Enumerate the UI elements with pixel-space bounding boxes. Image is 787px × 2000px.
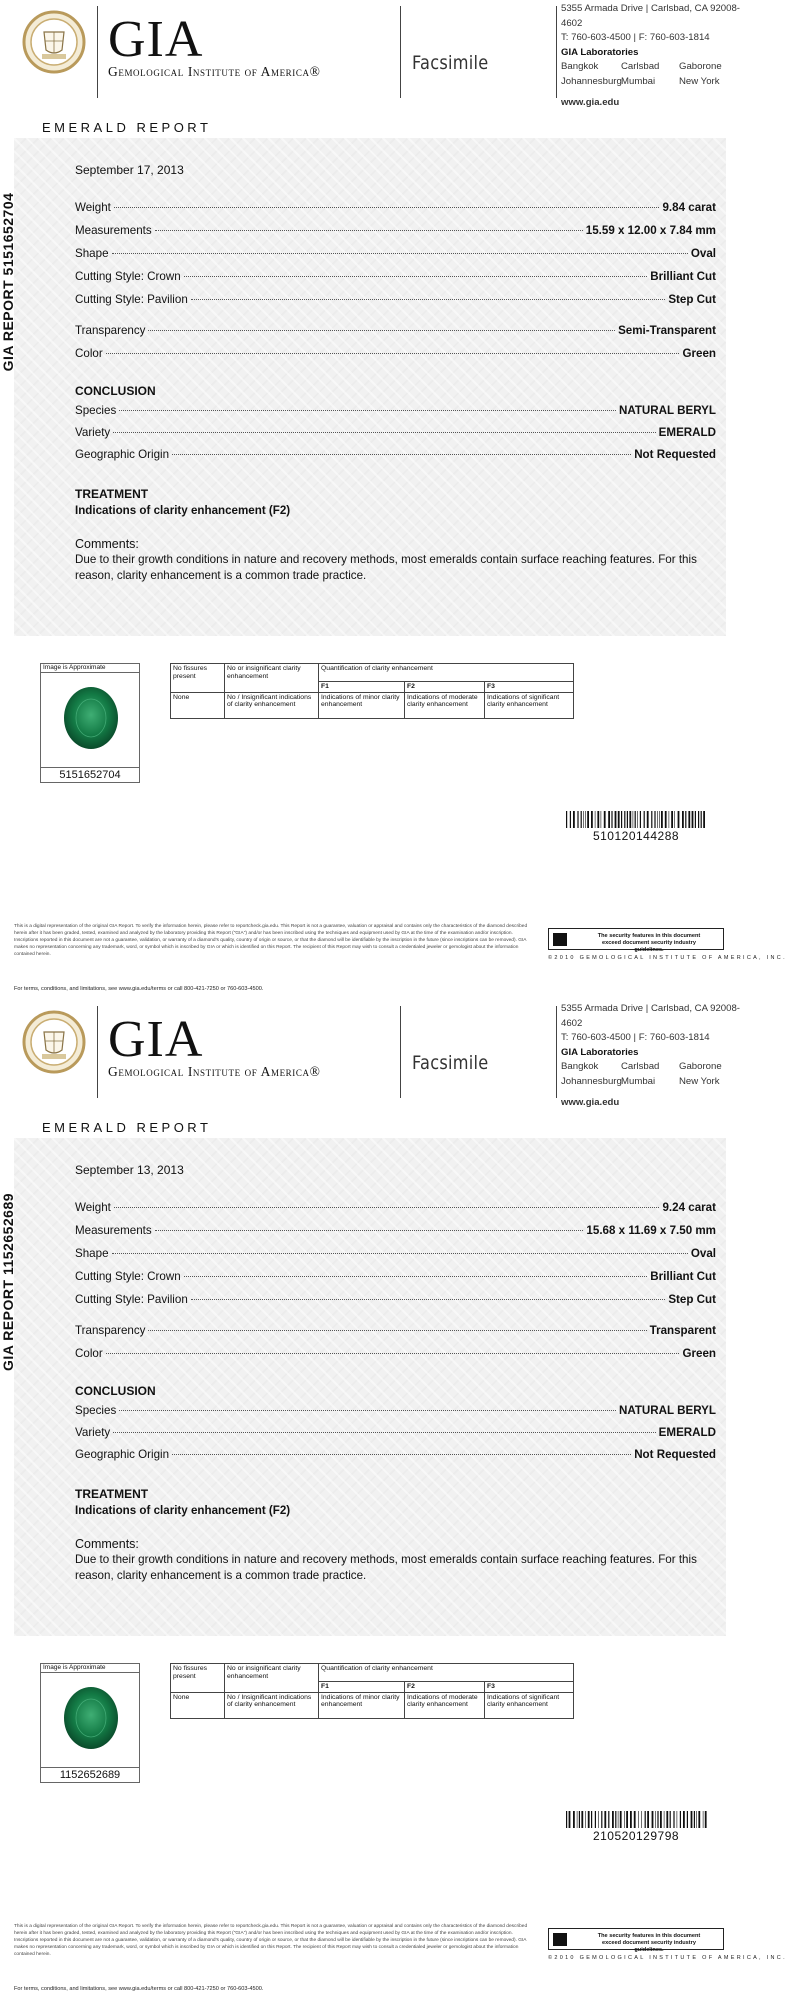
comments-text: Due to their growth conditions in nature and recovery methods, most emeralds contain surface reaching features. For this reason, clarity enhancement is a common trade practice. xyxy=(75,553,697,582)
gia-seal-icon xyxy=(22,1010,86,1074)
row-variety: Variety EMERALD xyxy=(75,1426,716,1439)
row-color: Color Green xyxy=(75,1347,716,1360)
gem-image-box xyxy=(40,663,140,783)
conclusion-title: CONCLUSION xyxy=(75,1384,156,1398)
measurements-value: 15.68 x 11.69 x 7.50 mm xyxy=(586,1224,716,1237)
phone: T: 760-603-4500 | F: 760-603-1814 xyxy=(561,1032,710,1044)
city: Mumbai xyxy=(621,1075,656,1087)
barcode-icon xyxy=(566,811,706,828)
gem-image-box xyxy=(40,1663,140,1783)
contact-block xyxy=(561,2,740,110)
terms-text: For terms, conditions, and limitations, see www.gia.edu/terms or call 800-421-7250 or 760-603-4500. xyxy=(14,986,264,992)
origin-value: Not Requested xyxy=(634,1448,716,1461)
row-crown: Cutting Style: Crown Brilliant Cut xyxy=(75,270,716,283)
row-origin: Geographic Origin Not Requested xyxy=(75,1448,716,1461)
labs-title: GIA Laboratories xyxy=(561,1046,639,1058)
facsimile-label: Facsimile xyxy=(412,52,489,74)
row-transparency: Transparency Semi-Transparent xyxy=(75,324,716,337)
row-shape: Shape Oval xyxy=(75,247,716,260)
treatment-detail: Indications of clarity enhancement (F2) xyxy=(75,1504,291,1517)
pavilion-value: Step Cut xyxy=(668,1293,716,1306)
security-lock-icon xyxy=(553,1933,567,1946)
species-value: NATURAL BERYL xyxy=(618,404,716,417)
report-date: September 17, 2013 xyxy=(75,163,184,177)
clarity-enhancement-table: No fissures present No or insignificant clarity enhancement Quantification of clarity enhancement F1 F2 F3 None No / Insignificant indications of clarity enhancement Indications of minor clarity enhancement Indications of moderate clarity enhancement Indications of significant clarity enhancement xyxy=(170,663,574,719)
header-divider xyxy=(400,1006,401,1098)
city: Bangkok xyxy=(561,61,599,73)
variety-value: EMERALD xyxy=(658,426,716,439)
phone: T: 760-603-4500 | F: 760-603-1814 xyxy=(561,32,710,44)
barcode-number: 210520129798 xyxy=(592,1829,680,1843)
gia-logo: GIA xyxy=(108,11,204,68)
city: Carlsbad xyxy=(621,1061,660,1073)
image-caption: Image is Approximate xyxy=(41,1664,139,1673)
city: Gaborone xyxy=(679,1061,722,1073)
color-value: Green xyxy=(682,347,716,360)
weight-value: 9.24 carat xyxy=(662,1201,716,1214)
treatment-title: TREATMENT xyxy=(75,1487,149,1501)
city: Gaborone xyxy=(679,61,722,73)
row-color: Color Green xyxy=(75,347,716,360)
treatment-detail: Indications of clarity enhancement (F2) xyxy=(75,504,291,517)
row-pavilion: Cutting Style: Pavilion Step Cut xyxy=(75,293,716,306)
report-date: September 13, 2013 xyxy=(75,1163,184,1177)
comments-label: Comments: xyxy=(75,537,139,551)
disclaimer-text: This is a digital representation of the original GIA Report. To verify the information herein, please refer to reportcheck.gia.edu. This Report is not a guarantee, valuation or appraisal and contains only the characteristics of the diamond described herein after it has been graded, tested, examined and analyzed by the laboratory providing this Report ("GIA") and/or has been inscribed using the techniques and equipment used by GIA at the time of the examination and/or inscription. Inscriptions reported in this document are not a guarantee, validation, or warranty of a diamond's quality, country of origin or source, or that the diamond will be identifiable by the inscription in the future (since inscriptions can be removed). GIA makes no representation concerning any trademark, word, or symbol which is inscribed by GIA or which is identified on this Report. The recipient of this Report may wish to consult a credentialed jeweler or gemologist about the information contained herein. xyxy=(14,1924,528,1957)
website-link[interactable]: www.gia.edu xyxy=(561,96,620,108)
copyright: ©2010 GEMOLOGICAL INSTITUTE OF AMERICA, INC. xyxy=(548,1955,787,1961)
comments-label: Comments: xyxy=(75,1537,139,1551)
address: 5355 Armada Drive | Carlsbad, CA 92008-4602 xyxy=(561,1003,741,1029)
labs-cities xyxy=(561,60,740,89)
row-species: Species NATURAL BERYL xyxy=(75,1404,716,1417)
disclaimer-text: This is a digital representation of the original GIA Report. To verify the information herein, please refer to reportcheck.gia.edu. This Report is not a guarantee, valuation or appraisal and contains only the characteristics of the diamond described herein after it has been graded, tested, examined and analyzed by the laboratory providing this Report ("GIA") and/or has been inscribed using the techniques and equipment used by GIA at the time of the examination and/or inscription. Inscriptions reported in this document are not a guarantee, validation, or warranty of a diamond's quality, country of origin or source, or that the diamond will be identifiable by the inscription in the future (since inscriptions can be removed). GIA makes no representation concerning any trademark, word, or symbol which is inscribed by GIA or which is identified on this Report. The recipient of this Report may wish to consult a credentialed jeweler or gemologist about the information contained herein. xyxy=(14,924,528,957)
color-value: Green xyxy=(682,1347,716,1360)
facsimile-label: Facsimile xyxy=(412,1052,489,1074)
city: New York xyxy=(679,75,720,87)
security-notice: The security features in this document exceed document security industry guidelines. xyxy=(548,1928,724,1950)
labs-title: GIA Laboratories xyxy=(561,46,639,58)
row-measurements: Measurements 15.68 x 11.69 x 7.50 mm xyxy=(75,1224,716,1237)
row-weight: Weight 9.24 carat xyxy=(75,1201,716,1214)
conclusion-title: CONCLUSION xyxy=(75,384,156,398)
city: New York xyxy=(679,1075,720,1087)
pavilion-value: Step Cut xyxy=(668,293,716,306)
contact-block xyxy=(561,1002,740,1110)
weight-value: 9.84 carat xyxy=(662,201,716,214)
barcode-icon xyxy=(566,1811,706,1828)
gia-seal-icon xyxy=(22,10,86,74)
city: Carlsbad xyxy=(621,61,660,73)
header-divider xyxy=(556,6,557,98)
security-lock-icon xyxy=(553,933,567,946)
website-link[interactable]: www.gia.edu xyxy=(561,1096,620,1108)
gia-logo: GIA xyxy=(108,1011,204,1068)
row-species: Species NATURAL BERYL xyxy=(75,404,716,417)
treatment-title: TREATMENT xyxy=(75,487,149,501)
header-divider xyxy=(556,1006,557,1098)
oval-emerald-icon xyxy=(62,685,120,751)
oval-emerald-icon xyxy=(62,1685,120,1751)
crown-value: Brilliant Cut xyxy=(650,270,716,283)
report-type-title: EMERALD REPORT xyxy=(42,120,212,135)
copyright: ©2010 GEMOLOGICAL INSTITUTE OF AMERICA, INC. xyxy=(548,955,787,961)
image-report-number: 5151652704 xyxy=(41,767,139,782)
variety-value: EMERALD xyxy=(658,1426,716,1439)
image-report-number: 1152652689 xyxy=(41,1767,139,1782)
image-caption: Image is Approximate xyxy=(41,664,139,673)
measurements-value: 15.59 x 12.00 x 7.84 mm xyxy=(585,224,716,237)
row-shape: Shape Oval xyxy=(75,1247,716,1260)
clarity-enhancement-table: No fissures present No or insignificant clarity enhancement Quantification of clarity enhancement F1 F2 F3 None No / Insignificant indications of clarity enhancement Indications of minor clarity enhancement Indications of moderate clarity enhancement Indications of significant clarity enhancement xyxy=(170,1663,574,1719)
row-weight: Weight 9.84 carat xyxy=(75,201,716,214)
city: Johannesburg xyxy=(561,1075,622,1087)
row-transparency: Transparency Transparent xyxy=(75,1324,716,1337)
barcode-number: 510120144288 xyxy=(592,829,680,843)
gia-logo-subtitle: Gemological Institute of America® xyxy=(108,64,321,79)
row-variety: Variety EMERALD xyxy=(75,426,716,439)
labs-cities xyxy=(561,1060,740,1089)
comments-text: Due to their growth conditions in nature and recovery methods, most emeralds contain surface reaching features. For this reason, clarity enhancement is a common trade practice. xyxy=(75,1553,697,1582)
row-pavilion: Cutting Style: Pavilion Step Cut xyxy=(75,1293,716,1306)
row-measurements: Measurements 15.59 x 12.00 x 7.84 mm xyxy=(75,224,716,237)
side-report-number: GIA REPORT 1152652689 xyxy=(0,1192,16,1372)
report-sheet xyxy=(0,1000,787,2000)
report-type-title: EMERALD REPORT xyxy=(42,1120,212,1135)
terms-text: For terms, conditions, and limitations, see www.gia.edu/terms or call 800-421-7250 or 760-603-4500. xyxy=(14,1986,264,1992)
row-origin: Geographic Origin Not Requested xyxy=(75,448,716,461)
row-crown: Cutting Style: Crown Brilliant Cut xyxy=(75,1270,716,1283)
transparency-value: Semi-Transparent xyxy=(618,324,716,337)
origin-value: Not Requested xyxy=(634,448,716,461)
address: 5355 Armada Drive | Carlsbad, CA 92008-4602 xyxy=(561,3,741,29)
crown-value: Brilliant Cut xyxy=(650,1270,716,1283)
header-divider xyxy=(97,1006,98,1098)
species-value: NATURAL BERYL xyxy=(618,1404,716,1417)
transparency-value: Transparent xyxy=(649,1324,716,1337)
shape-value: Oval xyxy=(690,1247,716,1260)
header-divider xyxy=(97,6,98,98)
security-notice: The security features in this document exceed document security industry guidelines. xyxy=(548,928,724,950)
city: Mumbai xyxy=(621,75,656,87)
shape-value: Oval xyxy=(690,247,716,260)
city: Johannesburg xyxy=(561,75,622,87)
side-report-number: GIA REPORT 5151652704 xyxy=(0,192,16,372)
header-divider xyxy=(400,6,401,98)
city: Bangkok xyxy=(561,1061,599,1073)
gia-logo-subtitle: Gemological Institute of America® xyxy=(108,1064,321,1079)
